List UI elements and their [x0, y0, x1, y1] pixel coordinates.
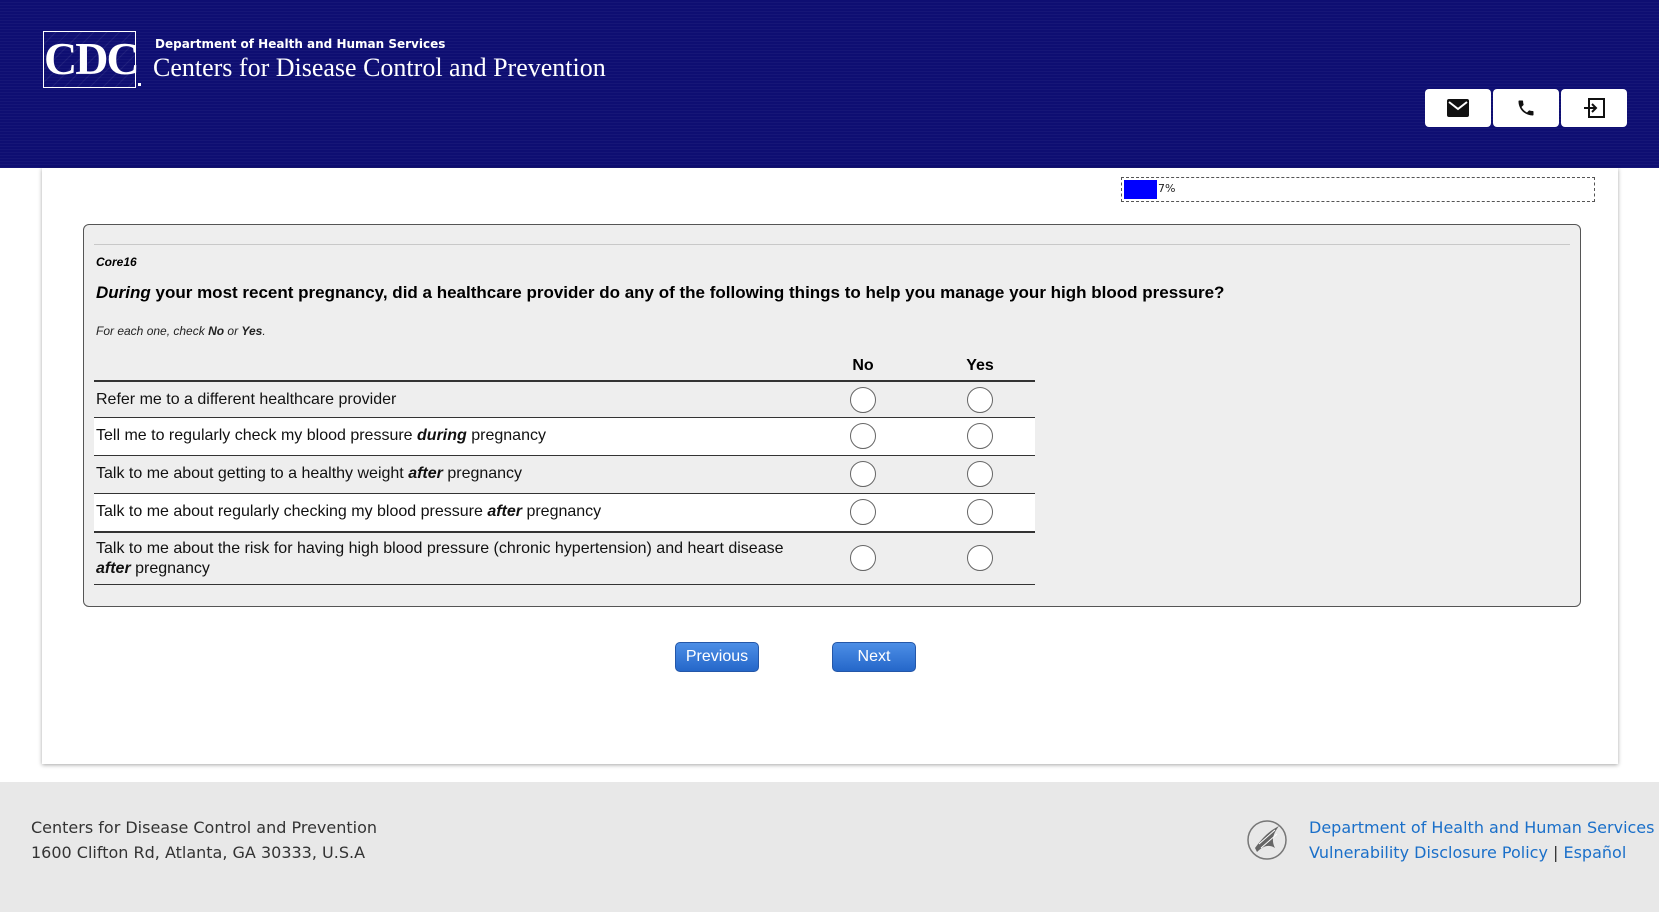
grid-row — [94, 418, 1035, 456]
row-label: Talk to me about the risk for having high blood pressure (chronic hypertension) and heart disease after pregnancy — [96, 540, 784, 577]
question-panel — [83, 224, 1581, 607]
hhs-link[interactable]: Department of Health and Human Services — [1309, 818, 1655, 837]
question-instructions — [96, 324, 266, 338]
org-title: Centers for Disease Control and Prevention — [153, 53, 606, 82]
instr-text-or: or — [224, 324, 242, 338]
radio-no[interactable] — [850, 461, 876, 487]
question-emphasis: During — [96, 283, 151, 302]
progress-bar — [1121, 177, 1595, 202]
progress-fill — [1124, 180, 1157, 199]
org-subtitle: Department of Health and Human Services — [155, 37, 446, 51]
radio-yes[interactable] — [967, 545, 993, 571]
espanol-link[interactable]: Español — [1563, 843, 1627, 862]
site-footer — [0, 782, 1659, 912]
column-header-no: No — [852, 357, 874, 374]
radio-no[interactable] — [850, 387, 876, 413]
grid-row — [94, 456, 1035, 494]
question-body: your most recent pregnancy, did a healthcare provider do any of the following things to help you manage your high blood pressure? — [150, 283, 1225, 302]
phone-icon — [1516, 98, 1536, 118]
instr-yes: Yes — [241, 324, 263, 338]
phone-button[interactable] — [1493, 89, 1559, 127]
instr-no: No — [208, 324, 225, 338]
logo-mark — [138, 83, 141, 86]
question-id: Core16 — [96, 255, 137, 269]
site-header — [0, 0, 1659, 168]
mail-icon — [1447, 99, 1469, 117]
email-button[interactable] — [1425, 89, 1491, 127]
vulnerability-policy-link[interactable]: Vulnerability Disclosure Policy — [1309, 843, 1548, 862]
next-button[interactable]: Next — [832, 642, 916, 672]
row-label: Tell me to regularly check my blood pressure during pregnancy — [96, 427, 546, 444]
divider — [94, 244, 1570, 245]
row-label: Refer me to a different healthcare provider — [96, 391, 397, 408]
footer-org: Centers for Disease Control and Prevention — [31, 818, 378, 837]
grid-row — [94, 494, 1035, 533]
footer-address — [31, 815, 377, 865]
radio-yes[interactable] — [967, 461, 993, 487]
instr-text: For each one, check — [96, 324, 209, 338]
question-text — [96, 283, 1224, 303]
column-header-yes: Yes — [966, 357, 994, 374]
progress-label: 7% — [1158, 182, 1176, 195]
hhs-eagle-icon — [1245, 818, 1289, 862]
instr-period: . — [262, 324, 266, 338]
logout-button[interactable] — [1561, 89, 1627, 127]
radio-no[interactable] — [850, 423, 876, 449]
row-label: Talk to me about getting to a healthy weight after pregnancy — [96, 465, 523, 482]
exit-icon — [1583, 98, 1605, 118]
row-label: Talk to me about regularly checking my blood pressure after pregnancy — [96, 503, 602, 520]
footer-links — [1309, 815, 1654, 865]
previous-button[interactable]: Previous — [675, 642, 759, 672]
header-actions — [1425, 89, 1627, 127]
grid-row — [94, 380, 1035, 418]
radio-no[interactable] — [850, 499, 876, 525]
cdc-logo[interactable]: CDC — [43, 31, 136, 88]
link-separator: | — [1547, 843, 1564, 862]
footer-street: 1600 Clifton Rd, Atlanta, GA 30333, U.S.A — [31, 843, 366, 862]
radio-yes[interactable] — [967, 387, 993, 413]
radio-no[interactable] — [850, 545, 876, 571]
radio-yes[interactable] — [967, 423, 993, 449]
grid-row — [94, 533, 1035, 585]
radio-yes[interactable] — [967, 499, 993, 525]
